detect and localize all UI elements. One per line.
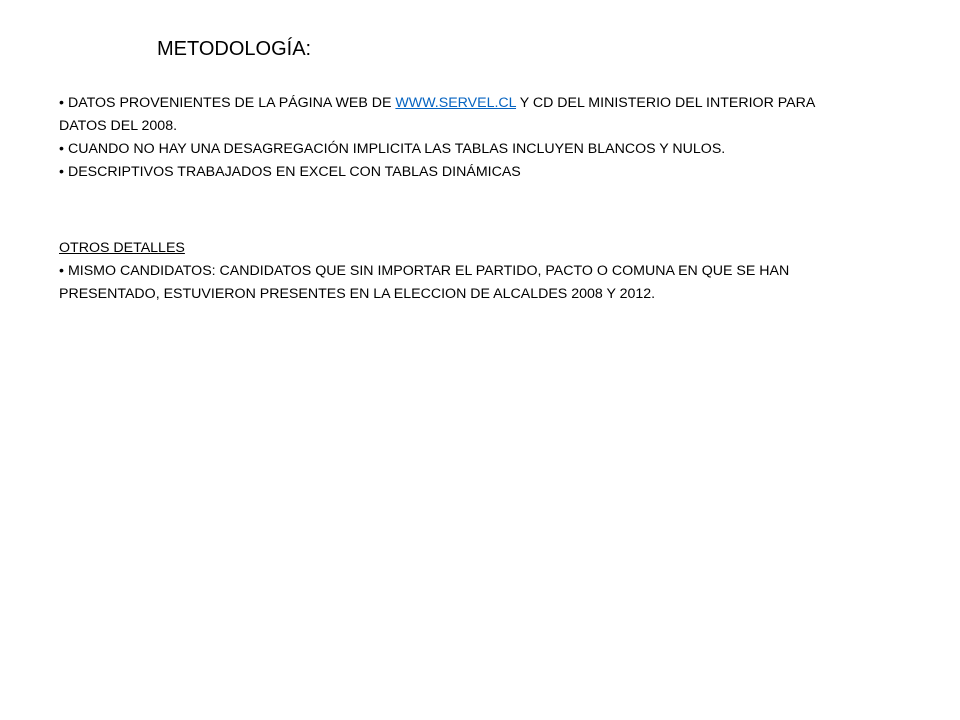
bullet-icon bbox=[59, 92, 64, 115]
item-text: DESCRIPTIVOS TRABAJADOS EN EXCEL CON TABLAS DINÁMICAS bbox=[67, 164, 521, 180]
item-text: Y CD DEL MINISTERIO DEL INTERIOR PARA bbox=[516, 95, 816, 111]
methodology-item-continuation: DATOS DEL 2008. bbox=[59, 118, 178, 134]
slide-title: METODOLOGÍA: bbox=[157, 38, 312, 60]
bullet-icon bbox=[59, 161, 64, 184]
item-text: MISMO CANDIDATOS: CANDIDATOS QUE SIN IMPORTAR EL PARTIDO, PACTO O COMUNA EN QUE SE HAN bbox=[67, 263, 790, 279]
bullet-icon bbox=[59, 260, 64, 283]
item-text: DATOS PROVENIENTES DE LA PÁGINA WEB DE bbox=[67, 95, 396, 111]
methodology-item-disaggregation bbox=[59, 138, 889, 161]
other-details-item-continuation: PRESENTADO, ESTUVIERON PRESENTES EN LA ELECCION DE ALCALDES 2008 Y 2012. bbox=[59, 286, 656, 302]
other-details-item bbox=[59, 260, 889, 283]
methodology-item-data-source bbox=[59, 92, 889, 115]
methodology-item-descriptives bbox=[59, 161, 889, 184]
item-text: CUANDO NO HAY UNA DESAGREGACIÓN IMPLICITA LAS TABLAS INCLUYEN BLANCOS Y NULOS. bbox=[67, 141, 726, 157]
other-details-heading: OTROS DETALLES bbox=[59, 240, 185, 256]
methodology-list bbox=[59, 92, 889, 184]
servel-link[interactable]: WWW.SERVEL.CL bbox=[395, 95, 517, 111]
other-details-section bbox=[59, 237, 889, 306]
bullet-icon bbox=[59, 138, 64, 161]
